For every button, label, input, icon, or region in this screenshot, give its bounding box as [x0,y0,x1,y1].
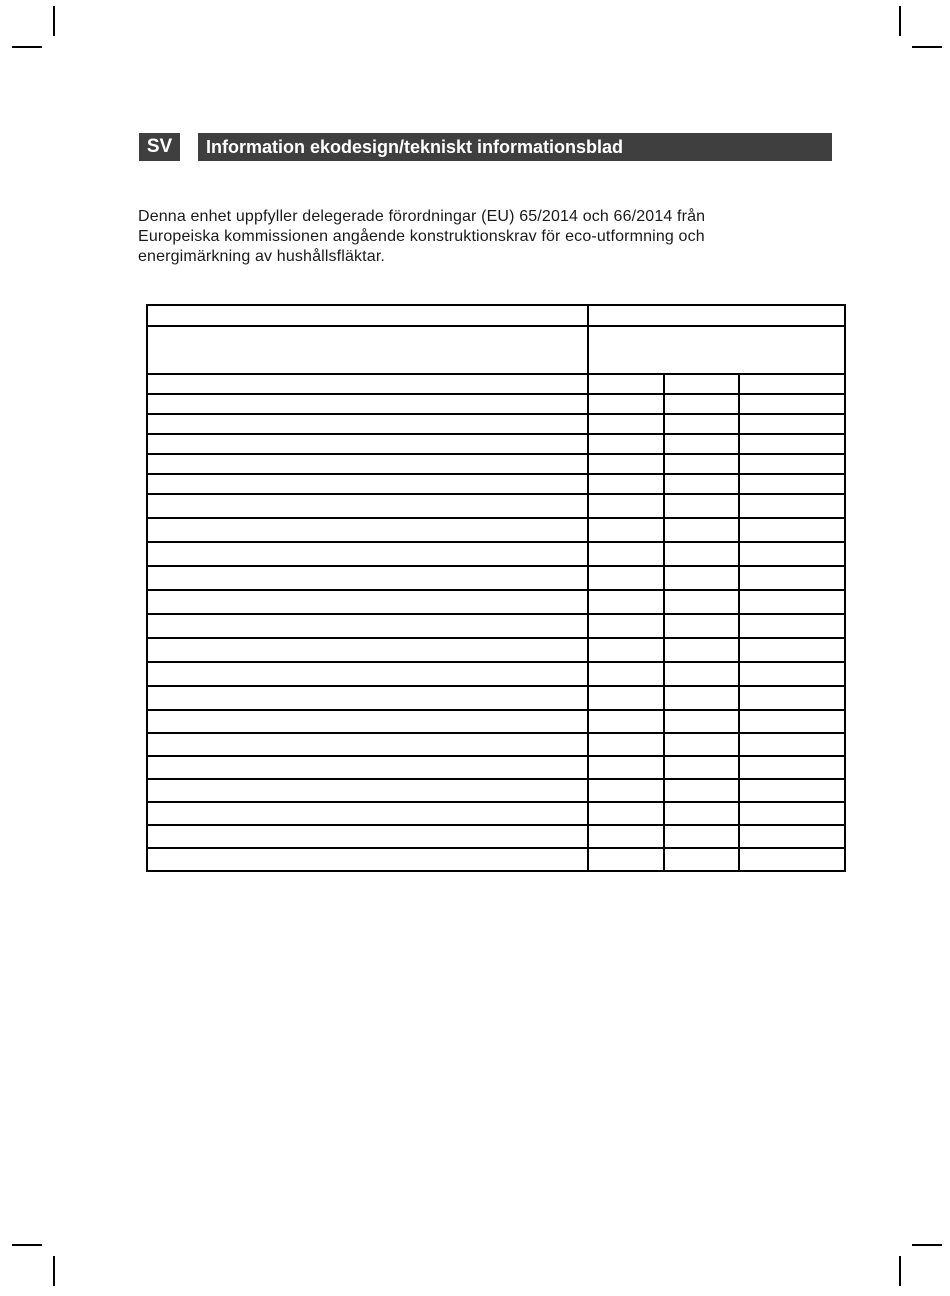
table-cell [739,414,845,434]
table-cell [588,305,845,326]
table-header-row [147,326,845,374]
table-cell [739,825,845,848]
table-cell [588,326,845,374]
table-row [147,638,845,662]
table-cell [739,662,845,686]
table-cell [147,454,588,474]
table-row [147,494,845,518]
table-cell [588,414,664,434]
table-cell [147,326,588,374]
table-cell [147,474,588,494]
table-row [147,848,845,871]
table-cell [664,542,739,566]
crop-mark-bottom-left-h [12,1244,42,1246]
table-cell [147,374,588,394]
table-row [147,614,845,638]
table-cell [739,848,845,871]
table-cell [739,779,845,802]
table-cell [588,733,664,756]
table-cell [588,542,664,566]
table-row [147,779,845,802]
table-cell [147,638,588,662]
table-cell [739,494,845,518]
table-cell [739,474,845,494]
table-cell [739,733,845,756]
table-cell [739,756,845,779]
table-cell [664,590,739,614]
table-cell [664,494,739,518]
table-cell [664,662,739,686]
table-cell [147,802,588,825]
table-row [147,662,845,686]
table-cell [739,434,845,454]
table-row [147,434,845,454]
table-cell [664,394,739,414]
table-cell [664,566,739,590]
intro-paragraph [138,207,838,267]
table-row [147,542,845,566]
table-cell [588,779,664,802]
intro-line: Denna enhet uppfyller delegerade förordningar (EU) 65/2014 och 66/2014 från [138,208,706,225]
table-cell [588,374,664,394]
table-cell [588,454,664,474]
table-cell [664,454,739,474]
crop-mark-bottom-left-v [53,1256,55,1286]
table-cell [588,494,664,518]
crop-mark-bottom-right-h [912,1244,942,1246]
table-cell [147,733,588,756]
table-row [147,756,845,779]
table-row [147,686,845,710]
table-row [147,394,845,414]
ecodesign-info-table [146,304,846,872]
table-cell [588,614,664,638]
table-cell [664,614,739,638]
table-cell [147,542,588,566]
table-cell [664,802,739,825]
table-cell [147,518,588,542]
table-row [147,518,845,542]
table-cell [664,434,739,454]
table-cell [588,590,664,614]
table-cell [147,710,588,733]
table-row [147,802,845,825]
crop-mark-top-right-h [912,46,942,48]
table-cell [147,494,588,518]
table-cell [739,710,845,733]
table-cell [147,825,588,848]
table-cell [739,518,845,542]
table-cell [664,710,739,733]
table-cell [739,566,845,590]
table-cell [147,394,588,414]
table-cell [588,710,664,733]
table-cell [147,590,588,614]
table-cell [664,848,739,871]
table-cell [739,614,845,638]
crop-mark-top-left-v [53,6,55,36]
table-cell [588,434,664,454]
table-cell [588,825,664,848]
table-cell [739,802,845,825]
table-cell [147,686,588,710]
table-cell [147,848,588,871]
table-cell [588,394,664,414]
table-row [147,710,845,733]
table-cell [664,779,739,802]
table-row [147,454,845,474]
table-cell [739,590,845,614]
table-row [147,733,845,756]
table-cell [588,756,664,779]
language-badge: SV [139,133,180,161]
table-cell [664,733,739,756]
table-cell [664,374,739,394]
table-row [147,374,845,394]
table-cell [147,779,588,802]
intro-line: Europeiska kommissionen angående konstruktionskrav för eco-utformning och [138,228,705,245]
table-cell [588,662,664,686]
table-cell [664,686,739,710]
table-cell [588,566,664,590]
table-cell [147,414,588,434]
table-cell [588,802,664,825]
table-cell [664,756,739,779]
table-cell [147,662,588,686]
table-cell [739,374,845,394]
table-cell [588,638,664,662]
table-cell [147,756,588,779]
table-cell [147,434,588,454]
table-cell [664,474,739,494]
table-header-row [147,305,845,326]
table-cell [739,638,845,662]
crop-mark-top-right-v [899,6,901,36]
table-row [147,474,845,494]
table-cell [739,394,845,414]
table-cell [147,305,588,326]
table-cell [739,542,845,566]
table-cell [664,638,739,662]
table-row [147,566,845,590]
table-cell [664,414,739,434]
table-row [147,825,845,848]
table-cell [739,686,845,710]
crop-mark-top-left-h [12,46,42,48]
table-cell [147,614,588,638]
table-cell [147,566,588,590]
table-cell [739,454,845,474]
table-cell [588,474,664,494]
table-cell [588,518,664,542]
table-cell [664,825,739,848]
table-cell [588,848,664,871]
intro-line: energimärkning av hushållsfläktar. [138,248,386,265]
table-cell [588,686,664,710]
page-title: Information ekodesign/tekniskt informationsblad [198,133,832,161]
table-row [147,414,845,434]
table-cell [664,518,739,542]
table-row [147,590,845,614]
crop-mark-bottom-right-v [899,1256,901,1286]
